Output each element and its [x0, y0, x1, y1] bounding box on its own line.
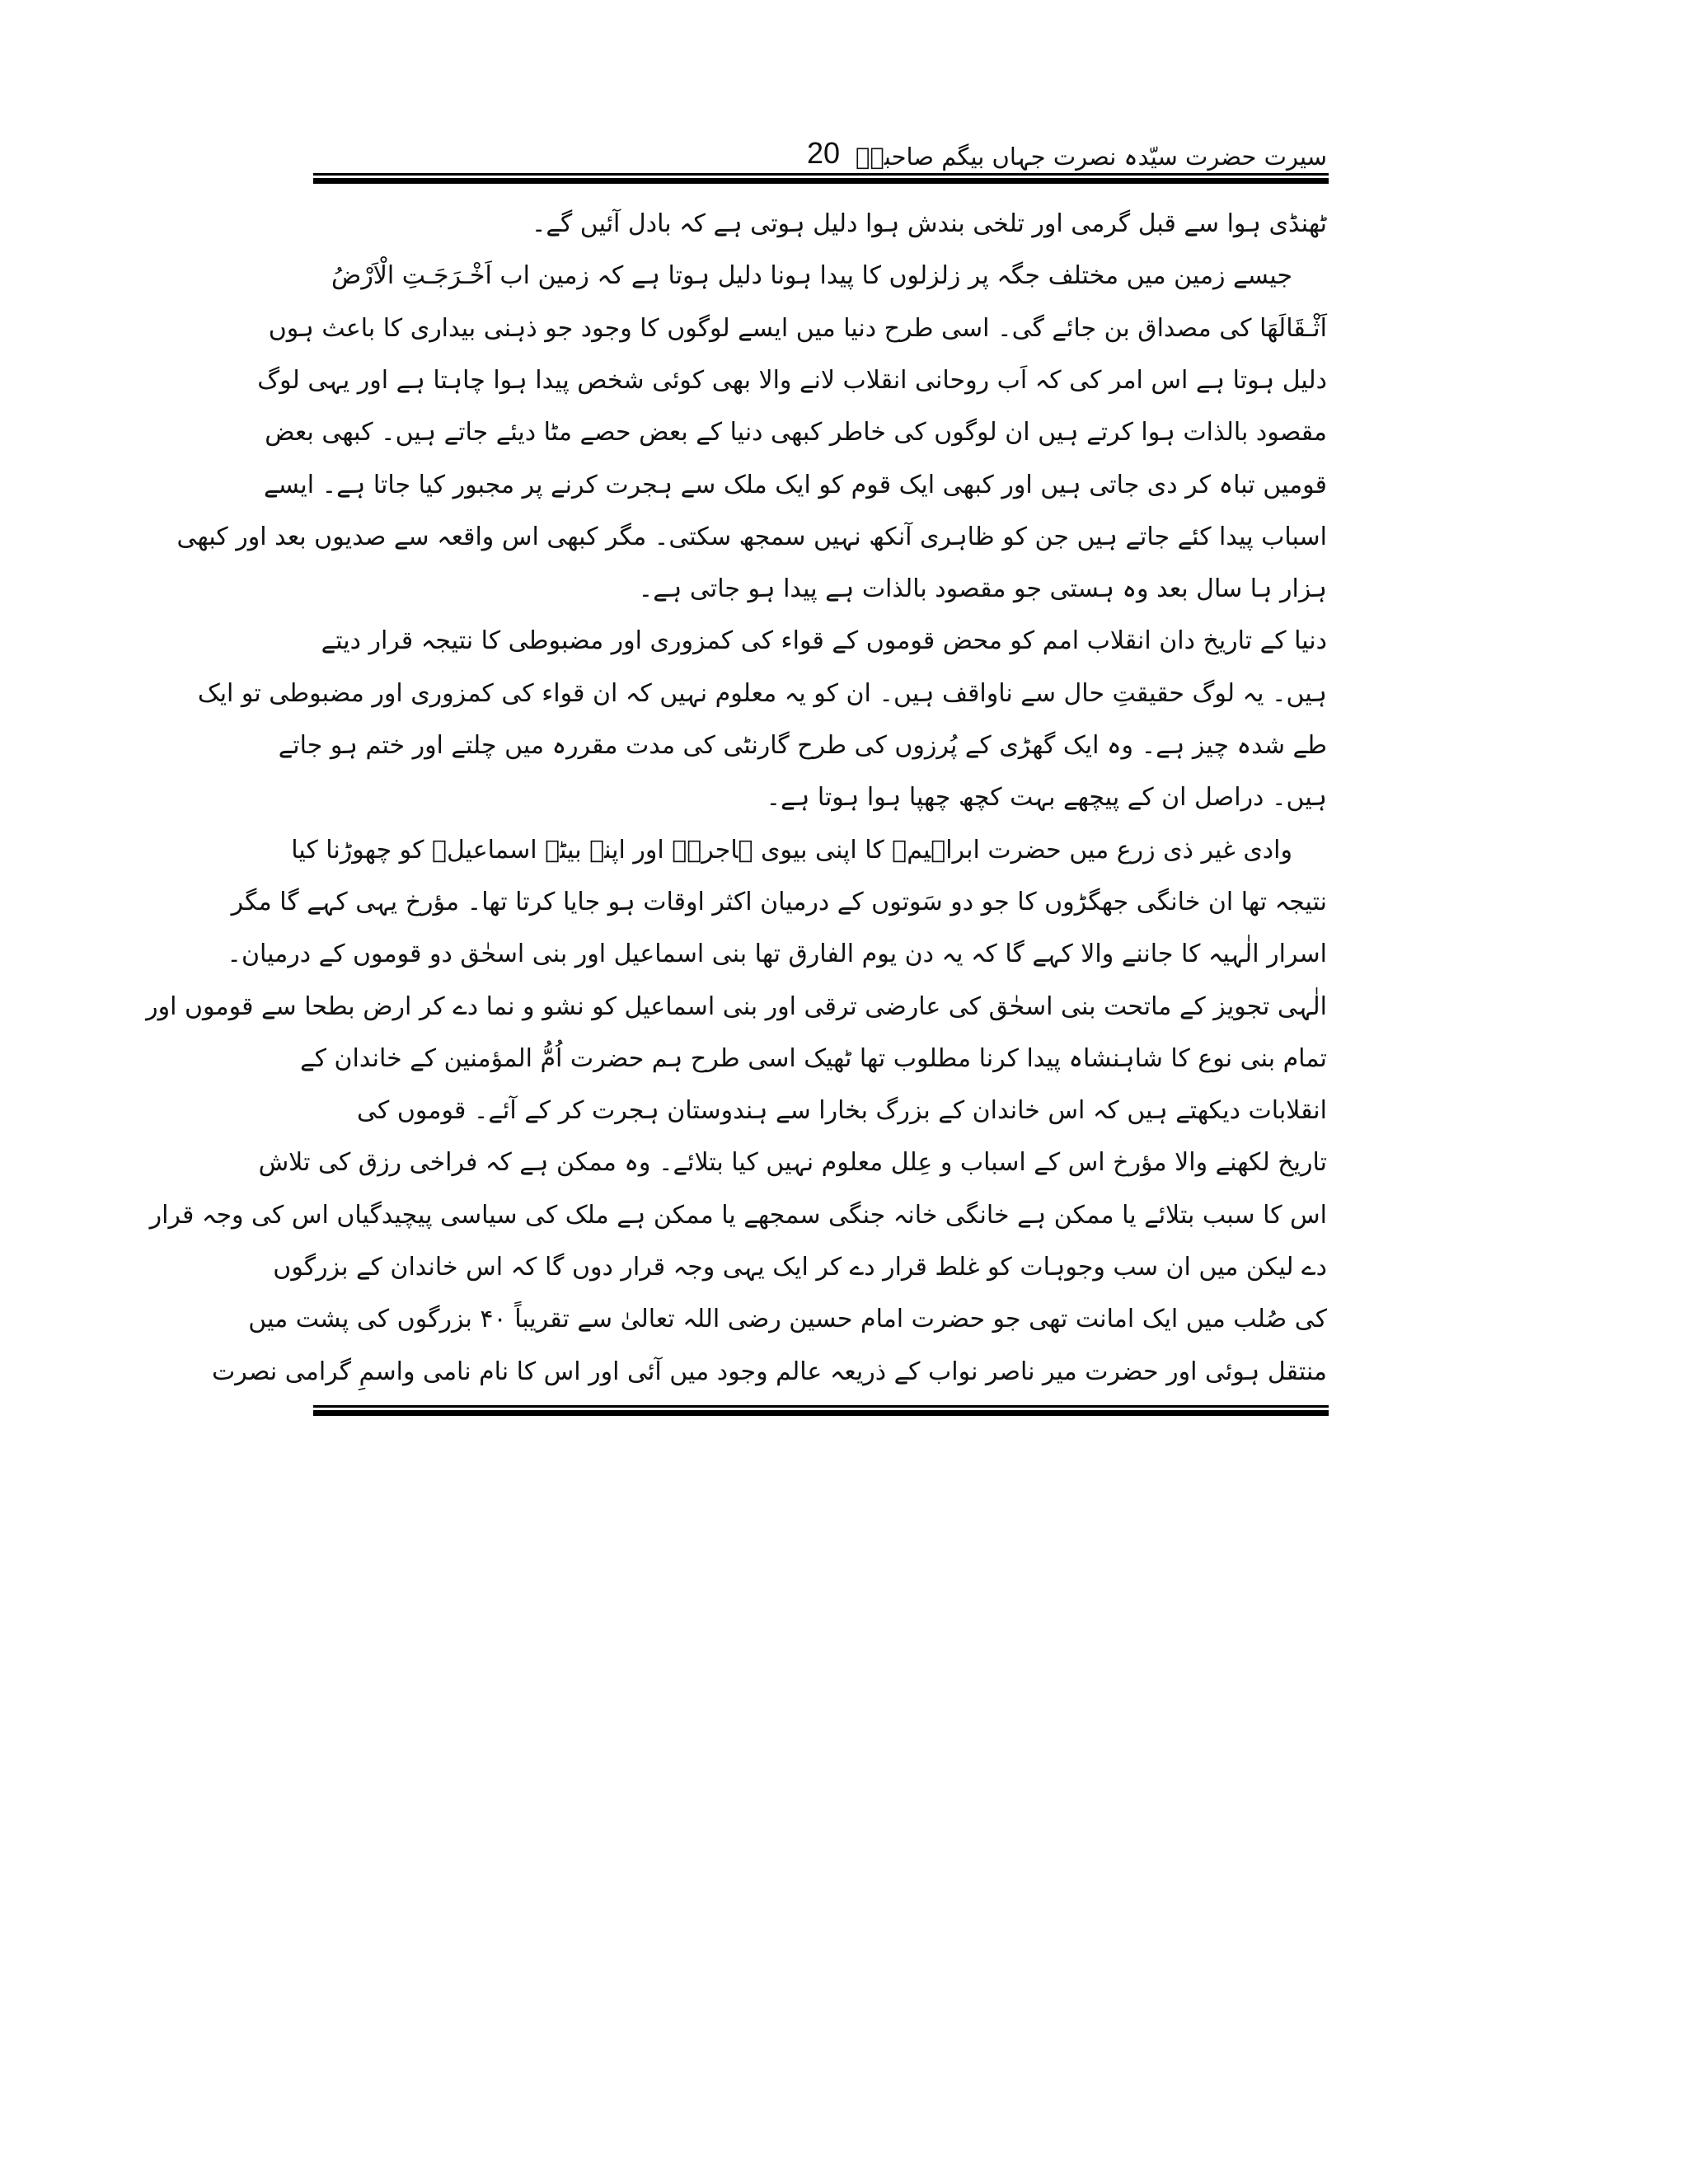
- text-line: اسباب پیدا کئے جاتے ہیں جن کو ظاہری آنکھ نہیں سمجھ سکتی۔ مگر کبھی اس واقعہ سے صدیوں بعد اور کبھی: [176, 523, 1327, 551]
- text-line: ٹھنڈی ہوا سے قبل گرمی اور تلخی بندش ہوا دلیل ہوتی ہے کہ بادل آئیں گے۔: [531, 209, 1327, 238]
- text-line: اس کا سبب بتلائے یا ممکن ہے خانگی خانہ جنگی سمجھے یا ممکن ہے ملک کی سیاسی پیچیدگیاں اس کی وجہ قرار: [149, 1201, 1327, 1230]
- text-line: مقصود بالذات ہوا کرتے ہیں ان لوگوں کی خاطر کبھی دنیا کے بعض حصے مٹا دیئے جاتے ہیں۔ کبھی بعض: [265, 418, 1327, 447]
- text-line: اسرار الٰہیہ کا جاننے والا کہے گا کہ یہ دن یوم الفارق تھا بنی اسماعیل اور بنی اسحٰق دو قوموں کے درمیان۔: [227, 940, 1327, 968]
- text-line: دے لیکن میں ان سب وجوہات کو غلط قرار دے کر ایک یہی وجہ قرار دوں گا کہ اس خاندان کے بزرگوں: [273, 1253, 1327, 1282]
- footer-rule-thick: [313, 1410, 1329, 1416]
- text-line: الٰہی تجویز کے ماتحت بنی اسحٰق کی عارضی ترقی اور بنی اسماعیل کو نشو و نما دے کر ارض بطحا سے قوموں اور: [146, 992, 1327, 1021]
- text-line: دنیا کے تاریخ دان انقلاب امم کو محض قوموں کے قواء کی کمزوری اور مضبوطی کا نتیجہ قرار دیتے: [321, 626, 1327, 655]
- text-line: تمام بنی نوع کا شاہنشاہ پیدا کرنا مطلوب تھا ٹھیک اسی طرح ہم حضرت اُمُّ المؤمنین کے خاندان کے: [300, 1044, 1327, 1073]
- text-line: طے شدہ چیز ہے۔ وہ ایک گھڑی کے پُرزوں کی طرح گارنٹی کی مدت مقررہ میں چلتے اور ختم ہو جاتے: [278, 731, 1327, 760]
- footer-rule-thin: [313, 1405, 1329, 1408]
- text-line: وادی غیر ذی زرع میں حضرت ابراہیمؑ کا اپنی بیوی ہاجرہؑ اور اپنے بیٹے اسماعیلؑ کو چھوڑنا کیا: [291, 836, 1292, 865]
- text-line: اَثْـقَالَهَا کی مصداق بن جائے گی۔ اسی طرح دنیا میں ایسے لوگوں کا وجود جو ذہنی بیداری کا باعث ہوں: [268, 314, 1327, 343]
- text-line: کی صُلب میں ایک امانت تھی جو حضرت امام حسین رضی اللہ تعالیٰ سے تقریباً ۴۰ بزرگوں کی پشت میں: [248, 1305, 1327, 1333]
- text-line: منتقل ہوئی اور حضرت میر ناصر نواب کے ذریعہ عالم وجود میں آئی اور اس کا نام نامی واسمِ گرامی نصرت: [212, 1357, 1327, 1386]
- text-line: قومیں تباہ کر دی جاتی ہیں اور کبھی ایک قوم کو ایک ملک سے ہجرت کرنے پر مجبور کیا جاتا ہے۔ ایسے: [264, 471, 1327, 499]
- text-line: ہیں۔ یہ لوگ حقیقتِ حال سے ناواقف ہیں۔ ان کو یہ معلوم نہیں کہ ان قواء کی کمزوری اور مضبوطی تو ایک: [197, 679, 1327, 708]
- text-line: نتیجہ تھا ان خانگی جھگڑوں کا جو دو سَوتوں کے درمیان اکثر اوقات ہو جایا کرتا تھا۔ مؤرخ یہی کہے گا مگر: [231, 888, 1327, 916]
- running-title: سیرت حضرت سیّدہ نصرت جہاں بیگم صاحبہؓ: [856, 143, 1327, 171]
- page-number: 20: [806, 136, 841, 170]
- text-line: دلیل ہوتا ہے اس امر کی کہ اَب روحانی انقلاب لانے والا بھی کوئی شخص پیدا ہوا چاہتا ہے اور یہی لوگ: [257, 366, 1327, 395]
- text-line: ہزار ہا سال بعد وہ ہستی جو مقصود بالذات ہے پیدا ہو جاتی ہے۔: [638, 574, 1327, 603]
- text-line: جیسے زمین میں مختلف جگہ پر زلزلوں کا پیدا ہونا دلیل ہوتا ہے کہ زمین اب اَخْـرَجَـتِ الْاَرْضُ: [331, 261, 1292, 290]
- text-line: ہیں۔ دراصل ان کے پیچھے بہت کچھ چھپا ہوا ہوتا ہے۔: [766, 783, 1327, 812]
- text-line: تاریخ لکھنے والا مؤرخ اس کے اسباب و عِلل معلوم نہیں کیا بتلائے۔ وہ ممکن ہے کہ فراخی رزق کی تلاش: [258, 1148, 1327, 1177]
- text-line: انقلابات دیکھتے ہیں کہ اس خاندان کے بزرگ بخارا سے ہندوستان ہجرت کر کے آئے۔ قوموں کی: [357, 1096, 1327, 1125]
